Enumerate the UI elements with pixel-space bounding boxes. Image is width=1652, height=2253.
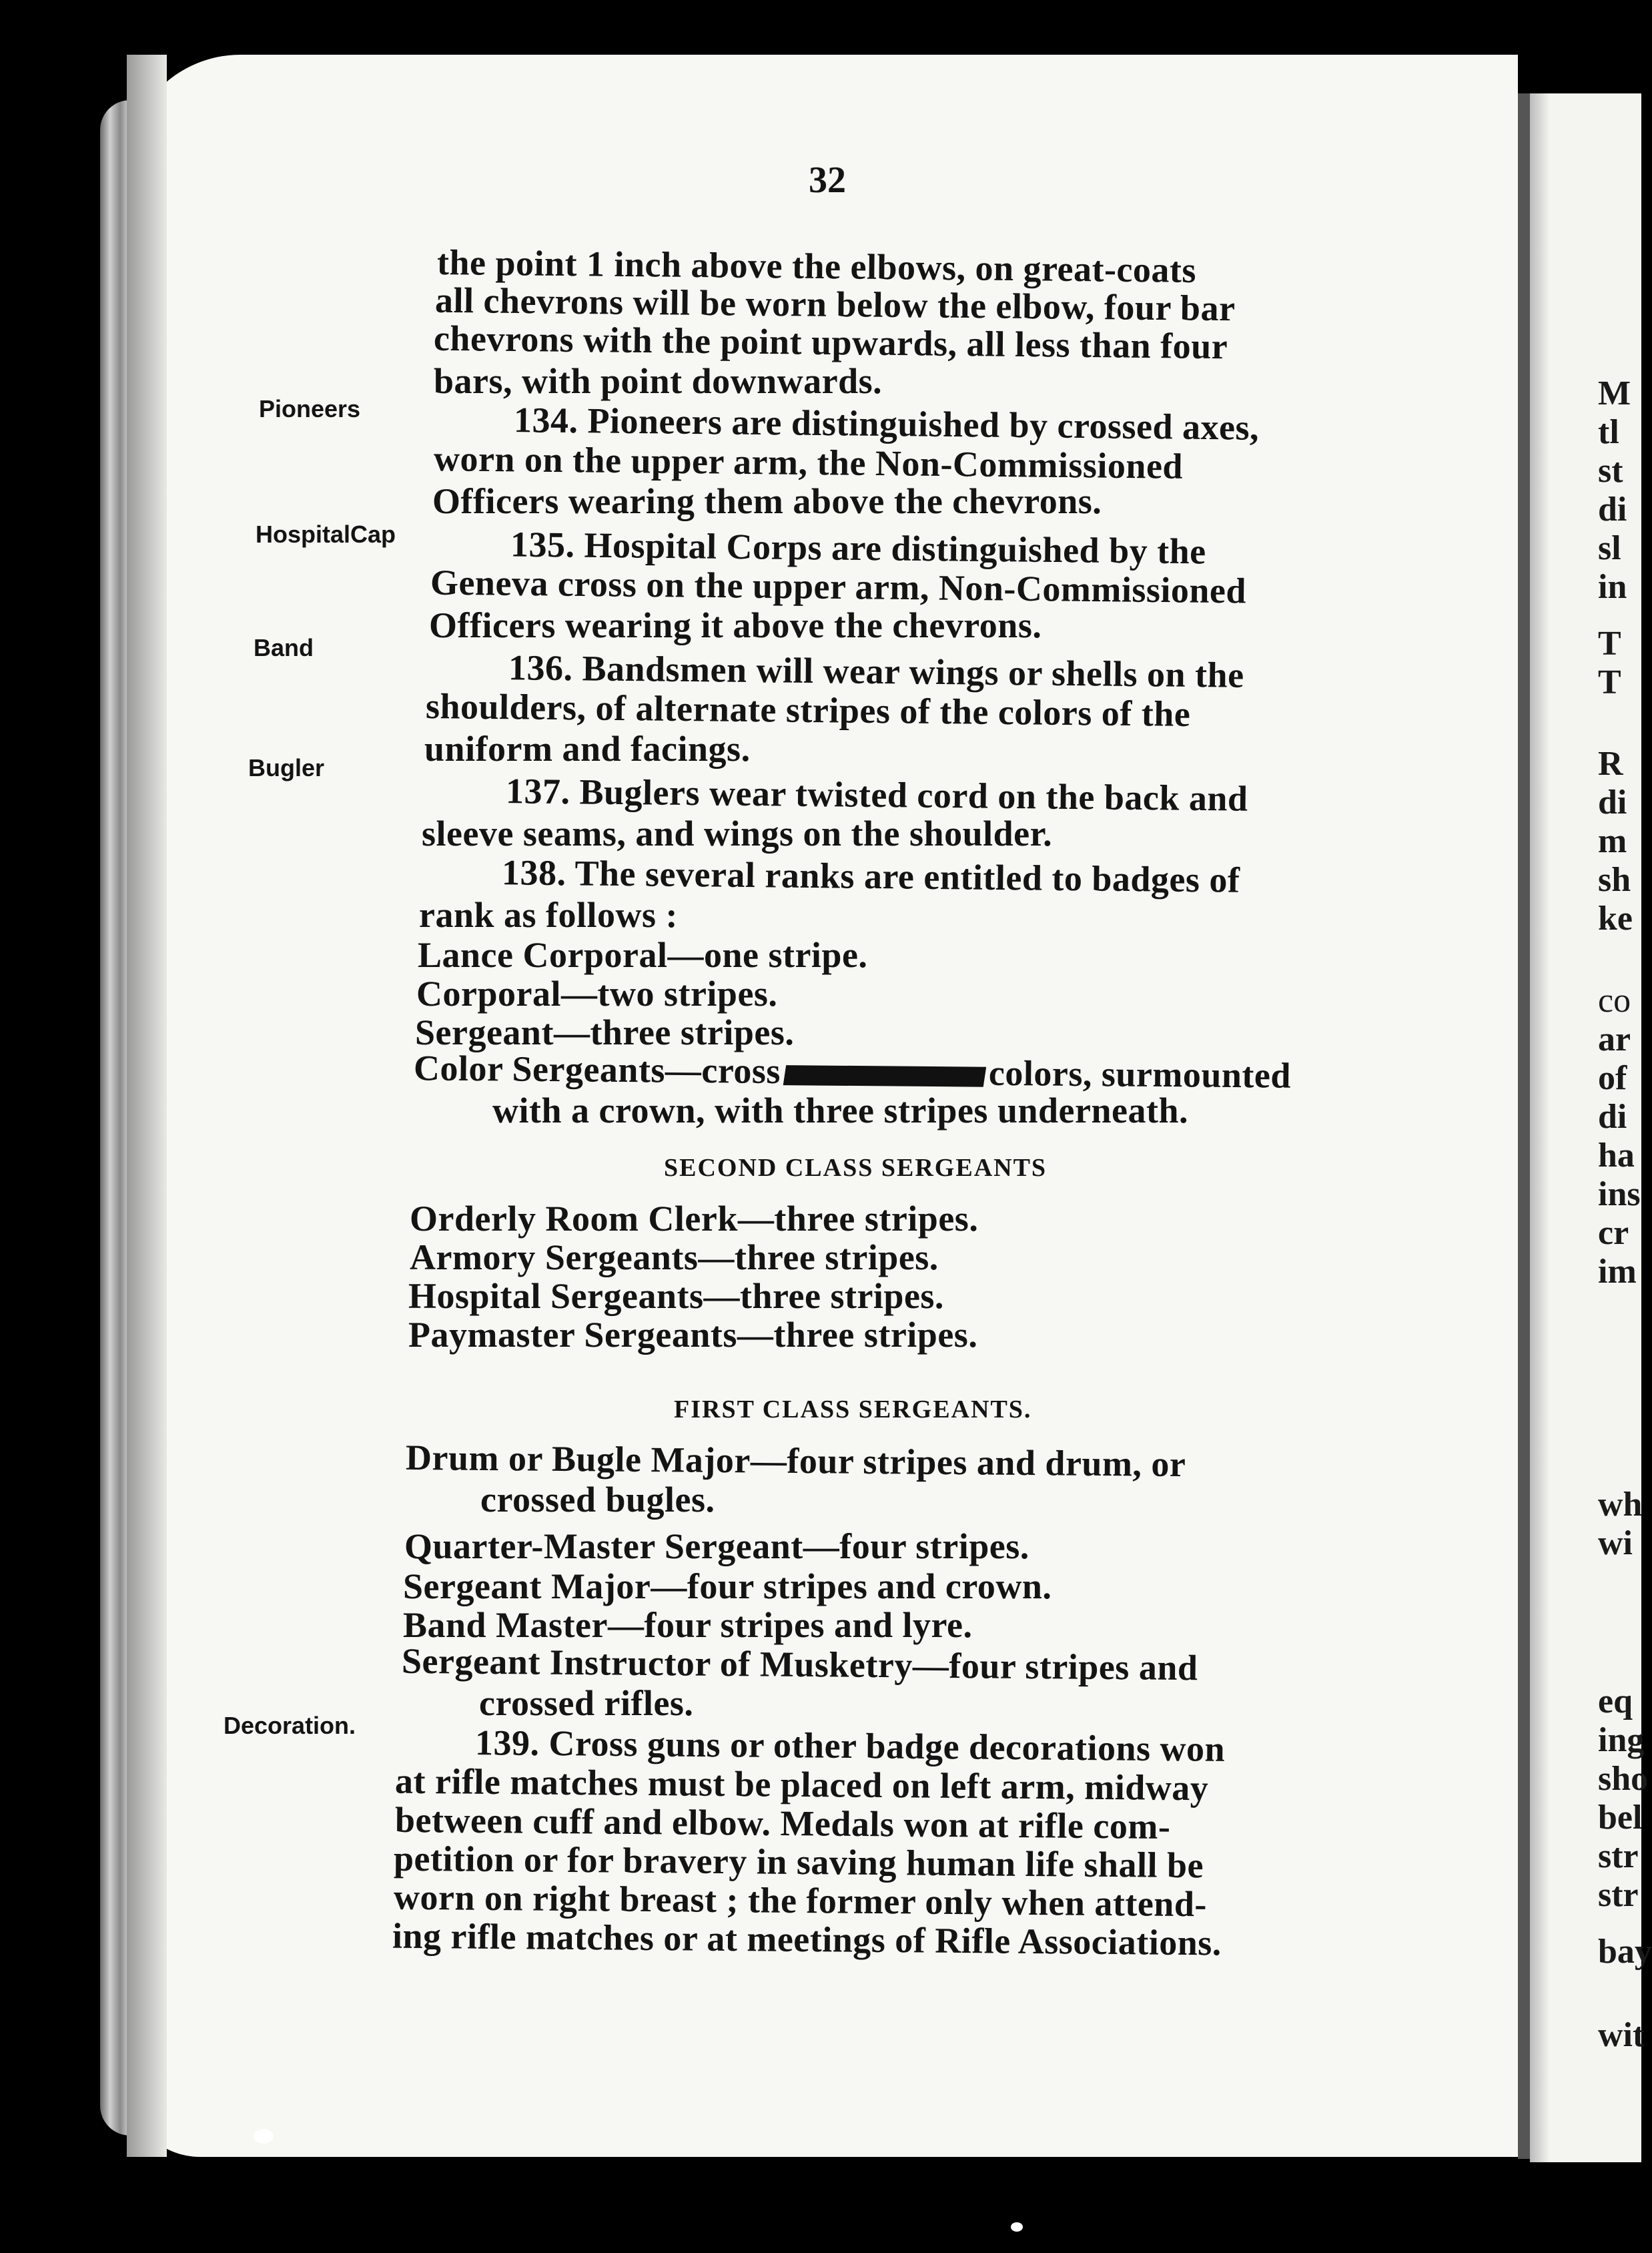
facing-page [1530,93,1652,2162]
text-line: bars, with point downwards. [434,361,883,401]
color-sergeants-text: Color Sergeants—cross [413,1048,781,1092]
text-line: Lance Corporal—one stripe. [418,935,868,975]
text-line: Quarter-Master Sergeant—four stripes. [404,1526,1029,1566]
facing-fragment: of [1598,1059,1627,1097]
facing-fragment: di [1598,491,1627,529]
page-number: 32 [809,159,846,201]
text-line: Officers wearing them above the chevrons. [432,481,1102,521]
text-line: Corporal—two stripes. [416,974,778,1014]
section-heading-first-class: FIRST CLASS SERGEANTS. [674,1395,1032,1423]
facing-fragment: str [1598,1837,1639,1875]
color-sergeants-text-cont: colors, surmounted [988,1052,1292,1096]
facing-fragment: R [1598,745,1623,783]
margin-note-pioneers: Pioneers [259,395,361,422]
margin-note-hospital: HospitalCap [256,521,396,548]
text-line: 135. Hospital Corps are distinguished by the [510,524,1206,572]
facing-fragment: sho [1598,1760,1649,1798]
text-line: Officers wearing it above the chevrons. [429,605,1042,645]
text-line: Sergeant Instructor of Musketry—four stripes and [401,1640,1198,1688]
facing-fragment: ins [1598,1175,1641,1213]
text-line: Hospital Sergeants—three stripes. [408,1276,944,1316]
facing-fragment: im [1598,1253,1637,1291]
facing-fragment: eq [1598,1682,1633,1720]
text-line: all chevrons will be worn below the elbow, four bar [434,280,1236,329]
section-heading-second-class: SECOND CLASS SERGEANTS [664,1154,1048,1182]
text-line: 134. Pioneers are distinguished by crossed axes, [513,400,1260,448]
left-page-edges [100,100,130,2136]
facing-fragment: di [1598,1098,1627,1136]
text-line: crossed rifles. [479,1683,694,1723]
redaction-mark [783,1065,986,1087]
scan-speck [1011,2222,1023,2232]
text-line: Orderly Room Clerk—three stripes. [410,1199,979,1239]
text-line: Sergeant Major—four stripes and crown. [403,1566,1052,1606]
facing-fragment: in [1598,568,1627,606]
text-line: 138. The several ranks are entitled to badges of [501,852,1240,900]
facing-fragment: ar [1598,1020,1631,1058]
facing-fragment: co [1598,982,1631,1020]
facing-fragment: ke [1598,900,1633,938]
facing-fragment: sl [1598,529,1621,567]
facing-fragment: di [1598,783,1627,822]
text-line: rank as follows : [419,895,679,935]
facing-fragment: wh [1598,1486,1643,1524]
text-line: 136. Bandsmen will wear wings or shells on the [508,647,1244,695]
facing-fragment: bel [1598,1799,1643,1837]
facing-fragment: m [1598,822,1627,860]
text-line: shoulders, of alternate stripes of the colors of the [425,685,1191,735]
text-line: with a crown, with three stripes underneath. [492,1090,1188,1131]
text-line: Drum or Bugle Major—four stripes and drum, or [405,1437,1186,1485]
facing-fragment: wit [1598,2016,1645,2054]
facing-fragment: st [1598,452,1623,490]
text-line: 139. Cross guns or other badge decorations won [474,1722,1226,1769]
facing-fragment: sh [1598,861,1631,899]
margin-note-bugler: Bugler [248,754,325,781]
text-line: Band Master—four stripes and lyre. [403,1605,973,1645]
text-line: Paymaster Sergeants—three stripes. [408,1315,978,1355]
text-line: uniform and facings. [424,729,751,769]
text-line: between cuff and elbow. Medals won at rifle com- [394,1799,1171,1847]
text-line: crossed bugles. [480,1480,715,1520]
page-binding-shadow [127,55,167,2157]
color-sergeants-line [414,1047,1291,1096]
facing-fragment: M [1598,374,1631,412]
text-line: sleeve seams, and wings on the shoulder. [422,814,1053,854]
facing-fragment: T [1598,663,1621,701]
book-gutter [1518,93,1530,2159]
facing-fragment: cr [1598,1214,1629,1252]
facing-fragment: T [1598,625,1621,663]
text-line: ing rifle matches or at meetings of Rifle Associations. [392,1915,1222,1963]
scan-speck [254,2129,274,2144]
text-line: chevrons with the point upwards, all less than four [433,318,1228,367]
facing-fragment: bay [1598,1933,1652,1971]
text-line: the point 1 inch above the elbows, on great-coats [436,242,1197,290]
text-line: 137. Buglers wear twisted cord on the back and [505,771,1248,819]
text-line: at rifle matches must be placed on left arm, midway [394,1760,1209,1809]
text-line: worn on the upper arm, the Non-Commissioned [433,438,1184,487]
text-line: Geneva cross on the upper arm, Non-Commissioned [430,562,1247,611]
text-line: Armory Sergeants—three stripes. [410,1237,939,1277]
facing-fragment: ing [1598,1721,1645,1759]
text-line: petition or for bravery in saving human life shall be [393,1838,1204,1886]
margin-note-band: Band [254,634,314,661]
text-line: Sergeant—three stripes. [415,1012,795,1052]
text-line: worn on right breast ; the former only when attend- [393,1877,1208,1925]
facing-fragment: ha [1598,1137,1635,1175]
facing-fragment: wi [1598,1524,1633,1562]
facing-fragment: str [1598,1876,1639,1914]
facing-fragment: tl [1598,413,1619,451]
margin-note-decoration: Decoration. [224,1712,356,1739]
